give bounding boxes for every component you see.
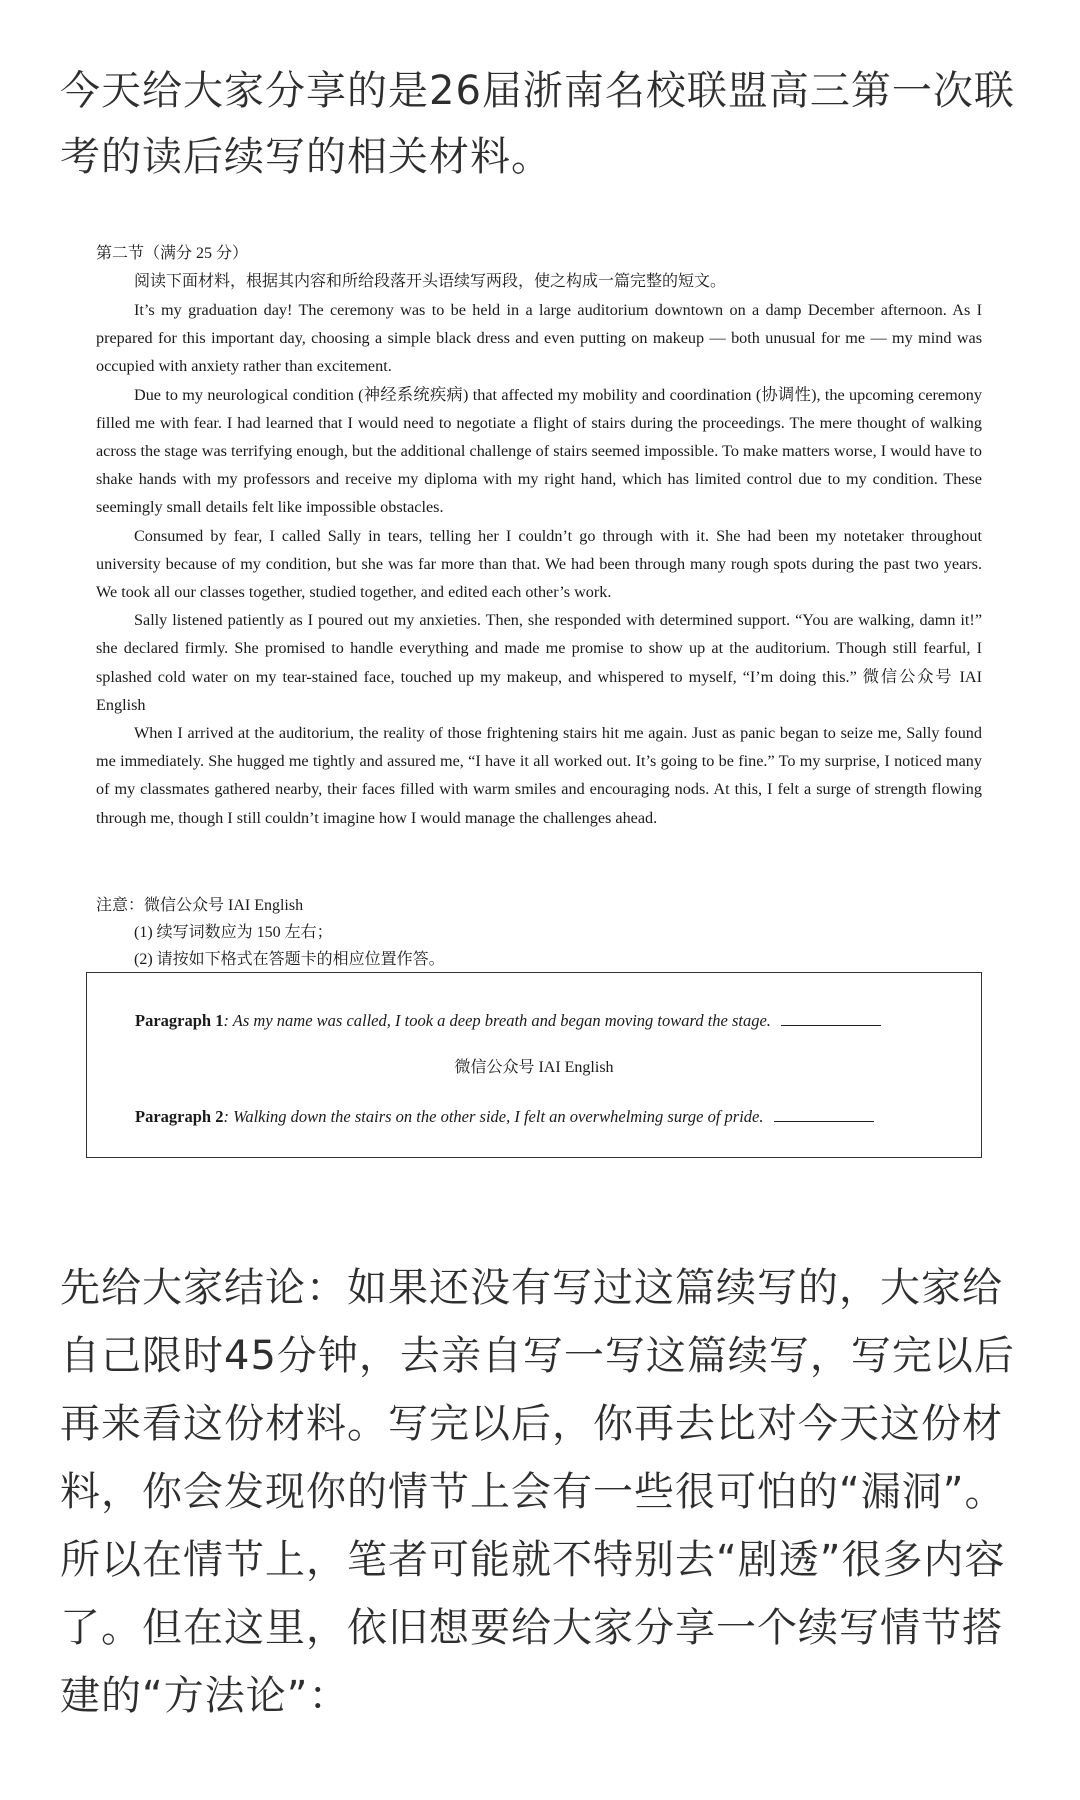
watermark-text: 微信公众号 IAI English (454, 1059, 614, 1076)
note-item: (1) 续写词数应为 150 左右； (134, 924, 333, 941)
body-paragraph: 先给大家结论：如果还没有写过这篇续写的，大家给自己限时45分钟，去亲自写一写这篇续写，写完以后再来看这份材料。写完以后，你再去比对今天这份材料，你会发现你的情节上会有一些很可怕的“漏洞”。所以在情节上，笔者可能就不特别去“剧透”很多内容了。但在这里，依旧想要给大家分享一个续写情节搭建的“方法论”： (60, 1265, 1015, 1719)
section-title: 第二节（满分 25 分） (96, 245, 249, 262)
passage-paragraph: It’s my graduation day! The ceremony was to be held in a large auditorium downtown on a damp December afternoon. As I prepared for this important day, choosing a simple black dress and even putting on makeup — both unusual for me — my mind was occupied with anxiety rather than excitement. (96, 301, 982, 376)
passage-paragraph: Due to my neurological condition (神经系统疾病) that affected my mobility and coordination (协调性), the upcoming ceremony filled me with fear. I had learned that I would need to negotiate a flight of stairs during the proceedings. The mere thought of walking across the stage was terrifying enough, but the additional challenge of stairs seemed impossible. To make matters worse, I would have to shake hands with my professors and receive my diploma with my right hand, which has limited control due to my condition. These seemingly small details felt like impossible obstacles. (96, 385, 982, 517)
passage-paragraph: Sally listened patiently as I poured out my anxieties. Then, she responded with determined support. “You are walking, damn it!” she declared firmly. She promised to handle everything and made me promise to show up at the auditorium. Though still fearful, I splashed cold water on my tear-stained face, touched up my makeup, and whispered to myself, “I’m doing this.” 微信公众号 IAI English (96, 611, 982, 714)
passage-paragraph: Consumed by fear, I called Sally in tears, telling her I couldn’t go through with it. She had been my notetaker throughout university because of my condition, but she was far more than that. We had been through many rough spots during the past two years. We took all our classes together, studied together, and edited each other’s work. (96, 526, 982, 602)
directions: 阅读下面材料，根据其内容和所给段落开头语续写两段，使之构成一篇完整的短文。 (134, 273, 727, 290)
answer-blank (774, 1105, 874, 1122)
notes (96, 892, 445, 973)
paragraph-1-label: Paragraph 1 (135, 1011, 224, 1030)
answer-blank (781, 1009, 881, 1026)
paragraph-1-prompt (135, 1009, 881, 1032)
paragraph-2-label: Paragraph 2 (135, 1107, 224, 1126)
passage (96, 296, 982, 832)
paragraph-2-prompt (135, 1105, 874, 1128)
passage-paragraph: When I arrived at the auditorium, the reality of those frightening stairs hit me again. Just as panic began to seize me, Sally found me immediately. She hugged me tightly and assured me, “I have it all worked out. It’s going to be fine.” To my surprise, I noticed many of my classmates gathered nearby, their faces filled with warm smiles and encouraging nods. At this, I felt a surge of strength flowing through me, though I still couldn’t imagine how I would manage the challenges ahead. (96, 724, 982, 827)
note-item: (2) 请按如下格式在答题卡的相应位置作答。 (134, 951, 445, 968)
notes-title: 注意：微信公众号 IAI English (96, 897, 304, 914)
intro-paragraph: 今天给大家分享的是26届浙南名校联盟高三第一次联考的读后续写的相关材料。 (60, 68, 1015, 180)
answer-format-box (86, 972, 982, 1158)
paragraph-1-text: : As my name was called, I took a deep breath and began moving toward the stage. (223, 1011, 771, 1030)
paragraph-2-text: : Walking down the stairs on the other side, I felt an overwhelming surge of pride. (223, 1107, 764, 1126)
